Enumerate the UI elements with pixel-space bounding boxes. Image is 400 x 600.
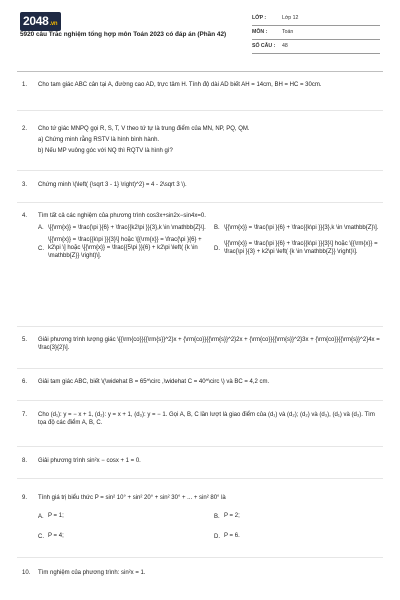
option-letter: B. — [214, 514, 220, 521]
question-number: 4. — [22, 213, 28, 219]
question-part-a: a) Chứng minh rằng RSTV là hình bình hành. — [38, 137, 160, 144]
info-label: LỚP : — [252, 14, 267, 21]
question-separator — [17, 478, 383, 479]
question-7 — [22, 411, 382, 430]
option-text: P = 4; — [48, 533, 64, 540]
question-separator — [17, 326, 383, 327]
question-number: 8. — [22, 458, 28, 464]
option-letter: C. — [38, 534, 44, 541]
option-letter: B. — [214, 225, 220, 232]
question-text: Tìm nghiệm của phương trình: sin²x = 1. — [38, 570, 146, 576]
answer-options — [38, 223, 382, 260]
info-row-class — [252, 12, 380, 26]
info-label: MÔN : — [252, 28, 268, 35]
option-a[interactable] — [38, 223, 206, 232]
info-table — [252, 12, 380, 54]
question-8 — [22, 457, 382, 468]
info-value: 48 — [282, 42, 288, 49]
question-text: Cho tứ giác MNPQ gọi R, S, T, V theo tứ tự là trung điểm của MN, NP, PQ, QM. — [38, 126, 250, 132]
option-c[interactable] — [38, 532, 206, 541]
question-number: 7. — [22, 412, 28, 418]
question-10 — [22, 569, 382, 580]
question-text: Giải phương trình sin²x − cosx + 1 = 0. — [38, 458, 141, 464]
question-number: 9. — [22, 495, 28, 501]
question-number: 6. — [22, 379, 28, 385]
logo-text: 2048 — [23, 14, 49, 28]
question-3 — [22, 181, 382, 192]
question-text: Cho (d₁): y = − x + 1, (d₂): y = x + 1, (d₃): y = − 1. Gọi A, B, C lần lượt là giao điểm của (d₁) và (d₂); (d₂) và (d₃), (d₁) và (d₃). Tìm tọa độ các điểm A, B, C. — [38, 412, 375, 427]
option-b[interactable] — [214, 512, 382, 521]
info-value: Toán — [282, 28, 294, 35]
document-title: 5920 câu Trắc nghiệm tổng hợp môn Toán 2023 có đáp án (Phần 42) — [20, 31, 227, 38]
question-separator — [17, 170, 383, 171]
question-5 — [22, 336, 382, 355]
info-label: SỐ CÂU : — [252, 42, 276, 49]
option-d[interactable] — [214, 236, 382, 260]
option-letter: A. — [38, 225, 44, 232]
option-text: P = 6. — [224, 533, 240, 540]
site-logo[interactable] — [20, 12, 61, 31]
question-number: 10. — [22, 570, 31, 576]
option-b[interactable] — [214, 223, 382, 232]
question-2 — [22, 125, 382, 158]
option-letter: D. — [214, 534, 220, 541]
question-text: Cho tam giác ABC cân tại A, đường cao AD, trực tâm H. Tính độ dài AD biết AH = 14cm, BH = HC = 30cm. — [38, 82, 322, 88]
question-separator — [17, 557, 383, 558]
option-text: \[{\rm{x}} = \frac{{k\pi }}{3}\] hoặc \[{\rm{x}} = \frac{\pi }{6} + k2\pi \] hoặc \[{\rm{x}} = \frac{{5\pi }}{6} + k2\pi \left( {k \in \mathbb{Z}} \right)\]. — [48, 237, 202, 260]
option-a[interactable] — [38, 512, 206, 521]
question-text: Giải tam giác ABC, biết \(\widehat B = 65^\circ ,\widehat C = 40^\circ \) và BC = 4,2 cm. — [38, 379, 270, 385]
option-letter: A. — [38, 514, 44, 521]
question-9 — [22, 494, 382, 541]
question-text: Giải phương trình lượng giác \[{\rm{co}}{{\rm{s}}^2}x + {\rm{co}}{{\rm{s}}^2}2x + {\rm{co}}{{\rm{s}}^2}3x + {\rm{co}}{{\rm{s}}^2}4x = \frac{3}{2}\]. — [38, 337, 380, 352]
question-separator — [17, 368, 383, 369]
question-text: Chứng minh \(\left( {\sqrt 3 - 1} \right)^2} = 4 - 2\sqrt 3 \). — [38, 182, 187, 188]
logo-suffix: .vn — [49, 21, 58, 27]
question-part-b: b) Nếu MP vuông góc với NQ thì RQTV là hình gì? — [38, 148, 173, 155]
option-d[interactable] — [214, 532, 382, 541]
header-divider — [17, 71, 383, 72]
question-number: 5. — [22, 337, 28, 343]
answer-options — [38, 512, 382, 541]
info-row-count — [252, 40, 380, 54]
question-separator — [17, 110, 383, 111]
option-text: \[{\rm{x}} = \frac{\pi }{6} + \frac{{k\pi }}{3},k \in \mathbb{Z}\]. — [224, 224, 379, 231]
question-separator — [17, 400, 383, 401]
question-number: 1. — [22, 82, 28, 88]
question-number: 3. — [22, 182, 28, 188]
option-text: \[{\rm{x}} = \frac{\pi }{6} + \frac{{k\pi }}{3}\] hoặc \[{\rm{x}} = \frac{\pi }{3} + k2\pi \left( {k \in \mathbb{Z}} \right)\]. — [224, 241, 378, 256]
question-separator — [17, 202, 383, 203]
question-separator — [17, 446, 383, 447]
option-c[interactable] — [38, 236, 206, 260]
question-6 — [22, 378, 382, 389]
option-text: P = 1; — [48, 513, 64, 520]
question-text: Tìm tất cả các nghiệm của phương trình cos3x+sin2x−sin4x=0. — [38, 213, 206, 219]
option-letter: D. — [214, 245, 220, 252]
info-row-subject — [252, 26, 380, 40]
option-text: P = 2; — [224, 513, 240, 520]
question-4 — [22, 212, 382, 260]
option-text: \[{\rm{x}} = \frac{\pi }{6} + \frac{{k2\pi }}{3},k \in \mathbb{Z}\]. — [48, 224, 206, 231]
question-number: 2. — [22, 126, 28, 132]
question-1 — [22, 81, 382, 92]
question-text: Tính giá trị biểu thức P = sin² 10° + sin² 20° + sin² 30° + ... + sin² 80° là — [38, 495, 226, 501]
info-value: Lớp 12 — [282, 14, 299, 21]
option-letter: C. — [38, 245, 44, 252]
